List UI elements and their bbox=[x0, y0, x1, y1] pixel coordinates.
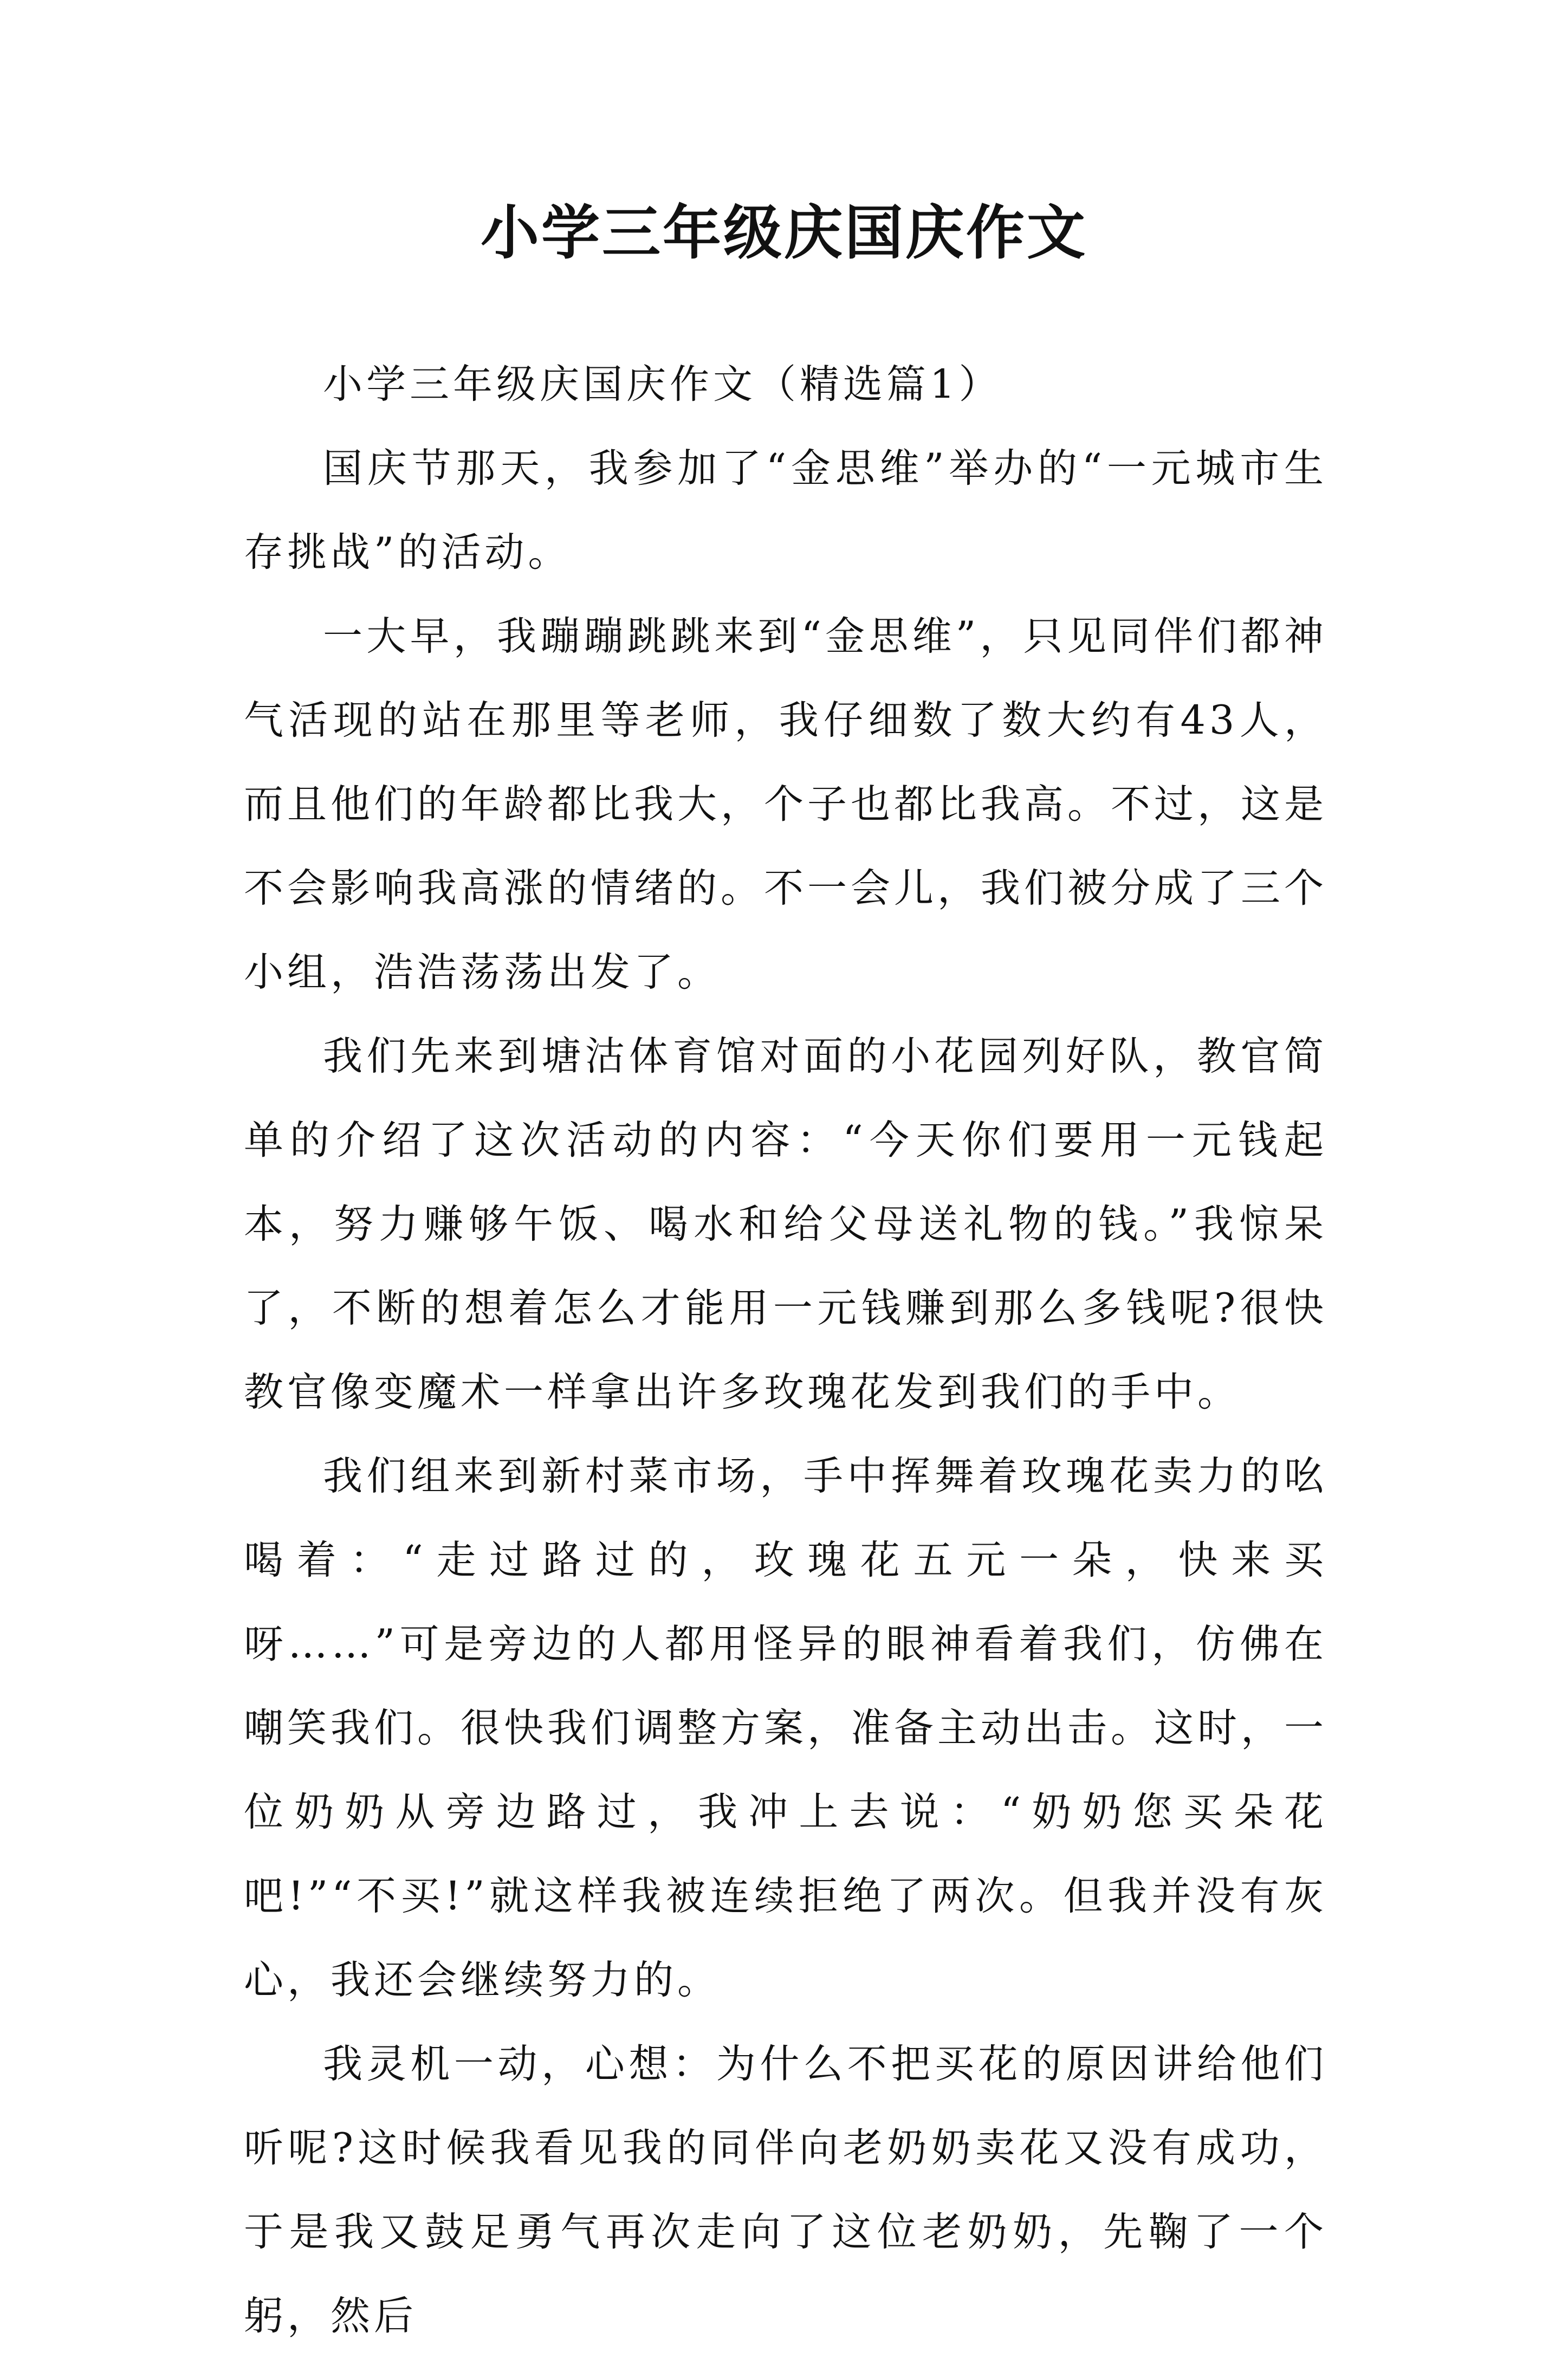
paragraph: 我们先来到塘沽体育馆对面的小花园列好队，教官简单的介绍了这次活动的内容：“今天你们要用一元钱起本，努力赚够午饭、喝水和给父母送礼物的钱。”我惊呆了，不断的想着怎么才能用一元钱赚到那么多钱呢?很快教官像变魔术一样拿出许多玫瑰花发到我们的手中。 bbox=[244, 1033, 1327, 1415]
paragraph: 我灵机一动，心想：为什么不把买花的原因讲给他们听呢?这时候我看见我的同伴向老奶奶卖花又没有成功，于是我又鼓足勇气再次走向了这位老奶奶，先鞠了一个躬，然后 bbox=[244, 2041, 1327, 2339]
paragraph: 一大早，我蹦蹦跳跳来到“金思维”，只见同伴们都神气活现的站在那里等老师，我仔细数了数大约有43人，而且他们的年龄都比我大，个子也都比我高。不过，这是不会影响我高涨的情绪的。不一会儿，我们被分成了三个小组，浩浩荡荡出发了。 bbox=[244, 613, 1327, 995]
section-heading: 小学三年级庆国庆作文（精选篇1） bbox=[323, 361, 1002, 407]
paragraph: 我们组来到新村菜市场，手中挥舞着玫瑰花卖力的吆喝着：“走过路过的，玫瑰花五元一朵，快来买呀……”可是旁边的人都用怪异的眼神看着我们，仿佛在嘲笑我们。很快我们调整方案，准备主动出击。这时，一位奶奶从旁边路过，我冲上去说：“奶奶您买朵花吧!”“不买!”就这样我被连续拒绝了两次。但我并没有灰心，我还会继续努力的。 bbox=[244, 1453, 1327, 2003]
document-body bbox=[244, 342, 1327, 2358]
paragraph: 国庆节那天，我参加了“金思维”举办的“一元城市生存挑战”的活动。 bbox=[244, 445, 1327, 575]
document-title: 小学三年级庆国庆作文 bbox=[480, 199, 1087, 267]
